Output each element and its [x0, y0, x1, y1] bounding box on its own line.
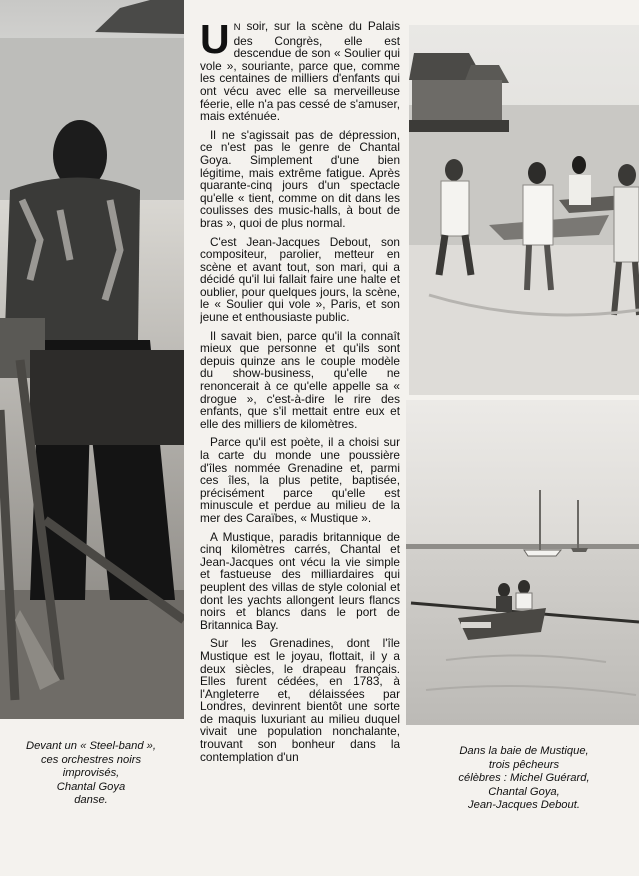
article-paragraph: Il savait bien, parce qu'il la connaît mieux que personne et qu'ils sont depuis quinze ans le couple modèle du show-business, qu'elle ne renoncerait à ce qu'elle appelle sa « drogue », c'est-à-dire le rire des enfants, que s'il mettait entre eux et elle des milliers de kilomètres. — [200, 328, 400, 431]
article-column — [200, 20, 400, 868]
caption-steel-band — [2, 740, 180, 808]
photo-beach-group — [409, 25, 639, 395]
article-paragraph: C'est Jean-Jacques Debout, son compositeur, parolier, metteur en scène et avant tout, son mari, qui a décidé qu'il lui fallait faire une halte et oublier, pour quelques jours, la scène, le « Soulier qui vole », Paris, et son jeune et enthousiaste public. — [200, 234, 400, 325]
caption-bay-fishermen — [418, 745, 630, 813]
lead-letter: N — [233, 22, 241, 33]
caption-line: Devant un « Steel-band », — [26, 740, 156, 752]
article-paragraph: Sur les Grenadines, dont l'île Mustique est le joyau, flottait, il y a deux siècles, le drapeau français. Elles furent cédées, en 1783, à l'Angleterre et, délaissées par Londres, devinrent bientôt une sorte de maquis luxuriant au milieu duquel vivait une population nonchalante, trouvant son bonheur dans la contemplation d'un — [200, 636, 400, 764]
caption-line: danse. — [74, 794, 108, 807]
photo-bay-boat — [406, 400, 639, 725]
drop-cap: U — [200, 20, 230, 62]
caption-line: ces orchestres noirs — [40, 753, 142, 766]
article-paragraph — [200, 20, 400, 123]
caption-line: Chantal Goya — [56, 780, 126, 793]
caption-line: Chantal Goya, — [488, 785, 560, 798]
article-paragraph: Il ne s'agissait pas de dépression, ce n'est pas le genre de Chantal Goya. Simplement d'une bien légitime, mais extrême fatigue. Après quarante-cinq jours d'un spectacle qu'elle « tient, comme on dit dans les coulisses des music-halls, à bout de bras », quoi de plus normal. — [200, 127, 400, 230]
caption-line: Dans la baie de Mustique, — [459, 745, 589, 757]
photo-steel-band-musician — [0, 0, 184, 719]
caption-line: improvisés, — [62, 767, 120, 780]
article-paragraph: A Mustique, paradis britannique de cinq kilomètres carrés, Chantal et Jean-Jacques ont vécu la vie simple et fastueuse des milliardaires qui peuplent des villas de style colonial et dont les yachts allongent leurs flancs noirs et blancs dans le port de Britannica Bay. — [200, 529, 400, 632]
caption-line: Jean-Jacques Debout. — [468, 799, 580, 812]
article-paragraph: Parce qu'il est poète, il a choisi sur la carte du monde une poussière d'îles nommée Grenadine et, parmi ces îles, la plus petite, baptisée, précisément parce qu'elle est minuscule et perdue au milieu de la mer des Caraïbes, « Mustique ». — [200, 435, 400, 525]
paragraph-text: soir, sur la scène du Palais des Congrès, elle est descendue de son « Soulier qui vole », souriante, parce que, comme les centaines de milliers d'enfants qui ont vécu avec elle sa merveilleuse féerie, elle n'a pas cessé de s'amuser, mais exténuée. — [200, 20, 400, 124]
caption-line: trois pêcheurs — [488, 758, 560, 771]
caption-line: célèbres : Michel Guérard, — [458, 772, 590, 785]
